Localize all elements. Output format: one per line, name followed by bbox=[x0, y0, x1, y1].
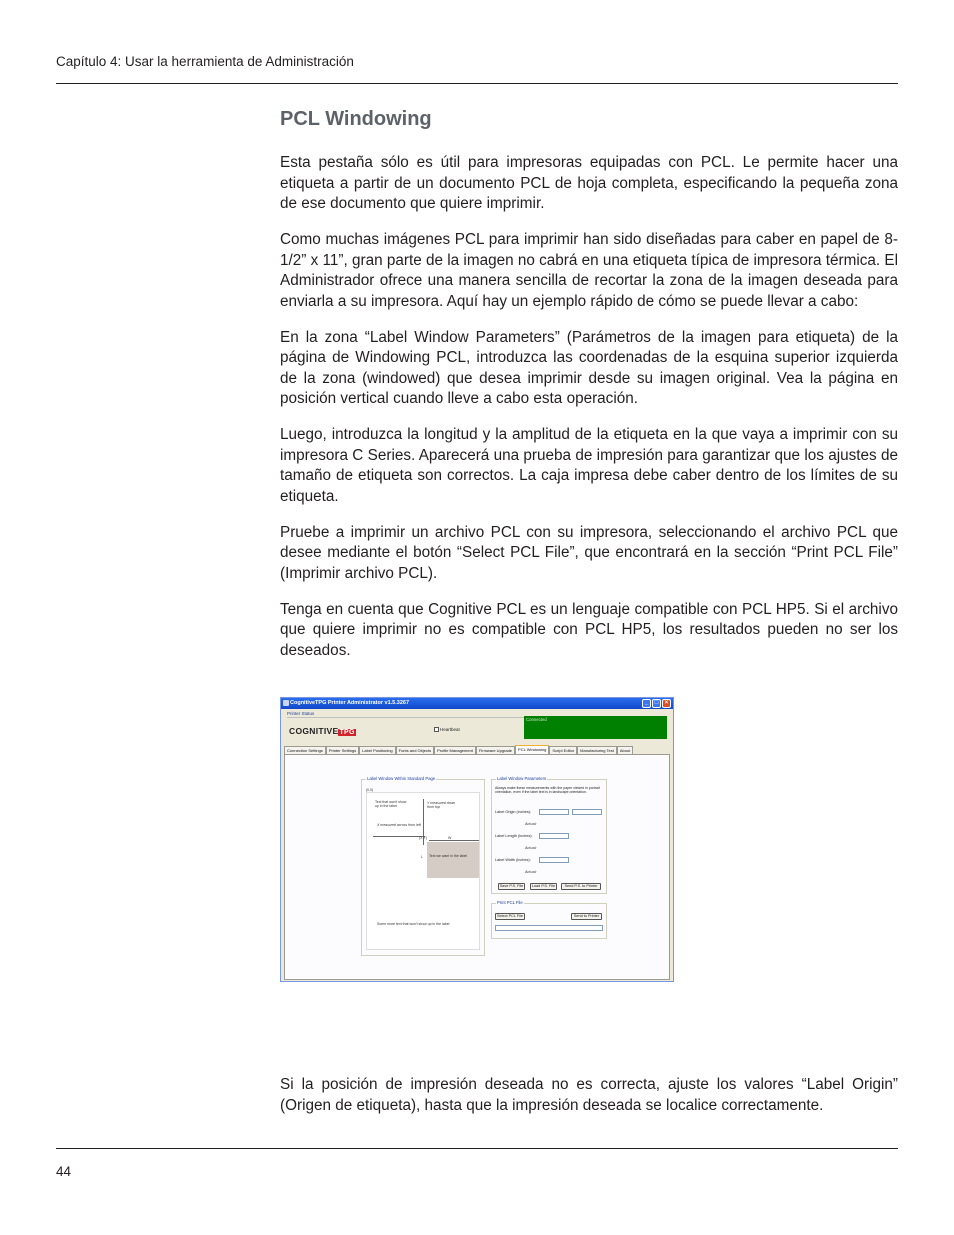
body-text bbox=[280, 153, 898, 677]
text-not-shown: Text that won't show up in the label bbox=[375, 800, 407, 808]
tab-bar bbox=[284, 745, 633, 754]
tab-pcl-windowing[interactable]: PCL Windowing bbox=[515, 745, 549, 754]
label-origin-label: Label Origin (inches): bbox=[495, 810, 532, 814]
x-measured-label: X measured across from left bbox=[377, 823, 421, 827]
label-window-diagram-group bbox=[361, 776, 485, 956]
label-window-parameters-group bbox=[491, 776, 607, 894]
paragraph: Tenga en cuenta que Cognitive PCL es un lenguaje compatible con PCL HP5. Si el archivo que quiere imprimir no es compatible con PCL HP5, los resultados pueden no ser los deseados. bbox=[280, 600, 898, 659]
w-label: W bbox=[448, 836, 452, 840]
connection-status-panel bbox=[524, 716, 667, 739]
printer-status-area bbox=[281, 709, 673, 743]
length-actual-label: Actual: bbox=[525, 846, 537, 850]
origin-actual-label: Actual: bbox=[525, 822, 537, 826]
tab-printer-settings[interactable]: Printer Settings bbox=[326, 746, 359, 754]
group-title: Label Window Parameters bbox=[497, 776, 547, 781]
section-title: PCL Windowing bbox=[280, 108, 432, 130]
final-paragraph: Si la posición de impresión deseada no es correcta, ajuste los valores “Label Origin” (Origen de etiqueta), hasta que la impresión deseada se localice correctamente. bbox=[280, 1076, 898, 1114]
tab-profile-management[interactable]: Profile Management bbox=[434, 746, 476, 754]
app-icon bbox=[283, 700, 289, 706]
width-actual-label: Actual: bbox=[525, 870, 537, 874]
paragraph: Pruebe a imprimir un archivo PCL con su impresora, seleccionando el archivo PCL que desee mediante el botón “Select PCL File”, que encontrará en la sección “Print PCL File” (Imprimir archivo PCL). bbox=[280, 523, 898, 582]
standard-page-diagram bbox=[366, 788, 480, 950]
label-length-label: Label Length (inches): bbox=[495, 834, 533, 838]
label-origin-x-input[interactable] bbox=[539, 809, 569, 815]
minimize-button[interactable]: _ bbox=[642, 699, 651, 708]
label-width-input[interactable] bbox=[539, 857, 569, 863]
heartbeat-label: Heartbeat bbox=[440, 727, 460, 732]
pcl-windowing-panel bbox=[284, 754, 670, 980]
group-title: Label Window Within Standard Page bbox=[367, 776, 436, 781]
tab-manufacturing-test[interactable]: Manufacturing Test bbox=[577, 746, 617, 754]
group-title: Print PCL File bbox=[497, 900, 523, 905]
tab-about[interactable]: About bbox=[617, 746, 633, 754]
chapter-header: Capítulo 4: Usar la herramienta de Administración bbox=[56, 54, 354, 69]
window-title: CognitiveTPG Printer Administrator v1.5.3267 bbox=[290, 700, 409, 706]
bottom-text: Some more text that won't show up in the label bbox=[377, 922, 450, 926]
tab-connection-settings[interactable]: Connection Settings bbox=[284, 746, 326, 754]
y-measured-label: Y measured down from top bbox=[427, 801, 456, 809]
label-width-label: Label Width (inches): bbox=[495, 858, 531, 862]
label-window-rect bbox=[427, 842, 479, 878]
header-rule bbox=[56, 83, 898, 84]
page-number: 44 bbox=[56, 1164, 72, 1179]
tab-label-positioning[interactable]: Label Positioning bbox=[359, 746, 395, 754]
paragraph: En la zona “Label Window Parameters” (Parámetros de la imagen para etiqueta) de la página de Windowing PCL, introduzca las coordenadas de la esquina superior izquierda de la zona (windowed) que desea imprimir desde su imagen original. Vea la página en posición vertical cuando lleve a cabo esta operación. bbox=[280, 328, 898, 407]
printer-status-label: Printer Status bbox=[287, 711, 315, 716]
label-length-input[interactable] bbox=[539, 833, 569, 839]
window-titlebar bbox=[281, 698, 673, 709]
l-label: L bbox=[421, 855, 423, 859]
logo-tpg: TPG bbox=[339, 729, 355, 736]
maximize-button[interactable]: □ bbox=[652, 699, 661, 708]
checkbox-icon bbox=[434, 727, 439, 732]
send-to-printer-button[interactable]: Send to Printer bbox=[571, 913, 602, 920]
pcl-file-path-input[interactable] bbox=[495, 925, 603, 931]
connected-text: Connected bbox=[526, 717, 547, 722]
parameters-description: Always make these measurements with the paper viewed in portrait orientation, even if the label text is in landscape orientation. bbox=[495, 786, 600, 794]
label-origin-y-input[interactable] bbox=[572, 809, 602, 815]
close-button[interactable]: × bbox=[662, 699, 671, 708]
paragraph: Esta pestaña sólo es útil para impresoras equipadas con PCL. Le permite hacer una etiqueta a partir de un documento PCL de hoja completa, especificando la pequeña zona de ese documento que quiere imprimir. bbox=[280, 154, 898, 212]
select-pcl-file-button[interactable]: Select PCL File bbox=[496, 914, 524, 918]
tab-fonts-and-objects[interactable]: Fonts and Objects bbox=[396, 746, 434, 754]
paragraph: Como muchas imágenes PCL para imprimir han sido diseñadas para caber en papel de 8-1/2” x 11”, gran parte de la imagen no cabrá en una etiqueta típica de impresora térmica. El Administrador ofrece una manera sencilla de recortar la zona de la imagen deseada para enviarla a su impresora. Aquí hay un ejemplo rápido de cómo se puede llevar a cabo: bbox=[280, 231, 898, 310]
load-ps-file-button[interactable]: Load P.S. File bbox=[531, 884, 556, 888]
w-measure-line bbox=[429, 840, 479, 841]
tab-script-editor[interactable]: Script Editor bbox=[549, 746, 577, 754]
logo-main: COGNITIVE bbox=[289, 726, 339, 736]
send-ps-to-printer-button[interactable]: Send P.S. to Printer bbox=[561, 883, 601, 890]
footer-rule bbox=[56, 1148, 898, 1149]
cognitive-logo bbox=[289, 726, 356, 736]
origin-label: (0,0) bbox=[366, 788, 374, 792]
heartbeat-checkbox[interactable] bbox=[434, 727, 460, 732]
tab-firmware-upgrade[interactable]: Firmware Upgrade bbox=[476, 746, 515, 754]
print-pcl-file-group bbox=[491, 900, 607, 939]
x-measure-line bbox=[373, 836, 425, 837]
text-in-label: Text we want in the label bbox=[429, 854, 468, 858]
save-ps-file-button[interactable]: Save P.S. File bbox=[499, 884, 524, 888]
app-screenshot bbox=[280, 697, 674, 982]
xy-label: (X,Y) bbox=[419, 836, 427, 840]
paragraph: Luego, introduzca la longitud y la amplitud de la etiqueta en la que vaya a imprimir con su impresora C Series. Aparecerá una prueba de impresión para garantizar que los ajustes de tamaño de etiqueta son correctos. La caja impresa debe caber dentro de los límites de su etiqueta. bbox=[280, 426, 898, 505]
